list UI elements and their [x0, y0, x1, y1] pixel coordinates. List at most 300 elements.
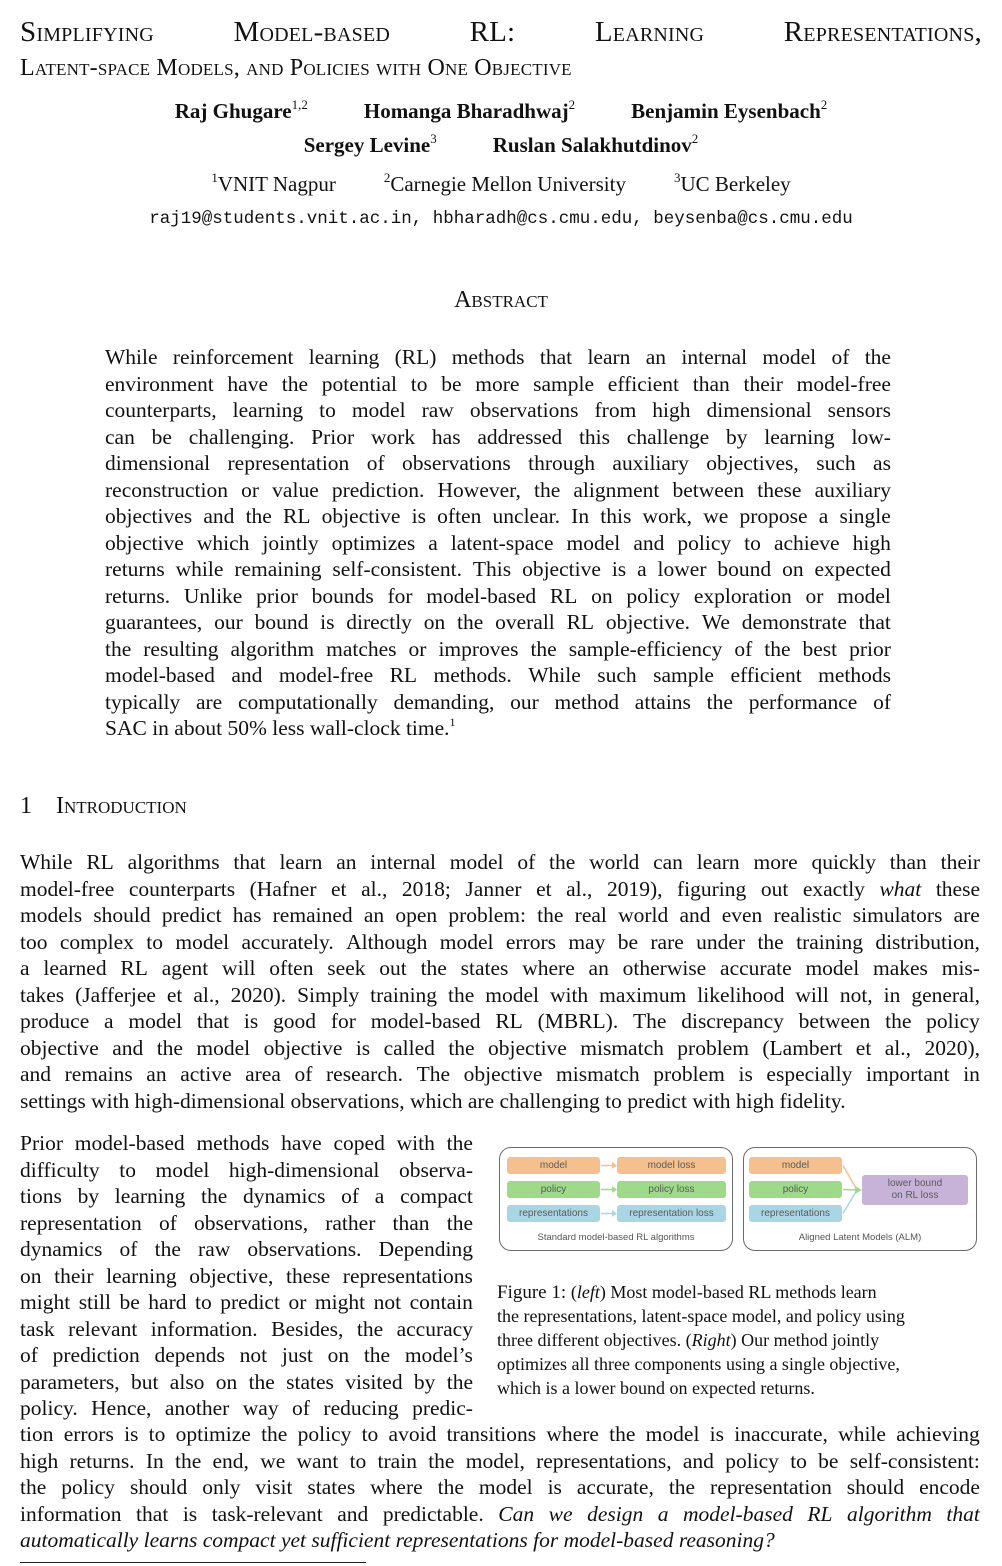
word: than — [889, 850, 927, 874]
word: visit — [255, 1475, 293, 1499]
word: high — [20, 1448, 59, 1473]
word: might — [314, 1290, 366, 1314]
word: while — [175, 557, 224, 581]
caption-label: Figure 1: — [497, 1282, 571, 1303]
word: be — [617, 929, 639, 954]
word: of — [341, 1184, 360, 1208]
word: where — [522, 956, 575, 980]
word: may — [568, 929, 606, 954]
word: sample-efficiency — [568, 636, 723, 661]
word: rare — [650, 929, 684, 954]
word: especially — [766, 1062, 853, 1086]
word: et — [331, 876, 347, 901]
abstract-line — [105, 424, 891, 451]
word: active — [180, 1062, 232, 1086]
word: returns. — [105, 583, 171, 608]
abstract-line — [105, 477, 891, 504]
word: representation — [227, 451, 350, 475]
affiliation-mark: 2 — [691, 131, 699, 146]
word: model-free — [278, 663, 374, 687]
word: addressed — [477, 424, 563, 449]
word: the — [764, 636, 791, 661]
word: prediction. — [331, 477, 425, 502]
word: 2018; — [401, 876, 451, 901]
figure-box-representation-loss: representation loss — [617, 1205, 726, 1222]
word: algorithm — [230, 636, 315, 661]
word: bound — [717, 557, 772, 581]
word: methods — [818, 663, 891, 687]
word: methods — [451, 345, 525, 369]
word: errors — [505, 929, 556, 954]
word: visited — [345, 1369, 403, 1394]
affiliation-mark: 3 — [673, 170, 681, 185]
word: dynamics — [20, 1237, 103, 1261]
word: a — [20, 956, 30, 980]
word: on — [591, 583, 613, 608]
caption-line: optimizes all three components using a single objective, — [497, 1354, 900, 1374]
word: with — [549, 982, 589, 1007]
arrow-head-icon — [855, 1186, 862, 1194]
word: jointly — [262, 530, 319, 555]
word: is — [355, 1035, 371, 1060]
word: that — [858, 610, 891, 634]
word: that — [136, 1501, 169, 1526]
word: should — [846, 1475, 905, 1499]
word: achieving — [896, 1422, 980, 1446]
word: high-dimensional — [228, 1157, 380, 1182]
word: this — [578, 424, 611, 449]
word: unclear. — [492, 504, 560, 528]
word: to — [195, 1290, 212, 1314]
word: depends — [154, 1343, 225, 1367]
word: low- — [851, 424, 891, 449]
word: auxiliary — [814, 477, 891, 502]
word: The — [416, 1062, 451, 1086]
word: likelihood — [697, 982, 785, 1007]
word: learning — [232, 398, 304, 422]
word: to — [790, 1448, 807, 1473]
word: might — [20, 1290, 71, 1314]
caption-line: the representations, latent-space model, and policy using — [497, 1306, 905, 1326]
word: al., — [361, 876, 388, 901]
word: such — [816, 451, 856, 475]
word: demonstrate — [741, 610, 847, 634]
word: Prior — [20, 1131, 63, 1155]
word: to — [148, 1422, 166, 1446]
abstract-line — [105, 397, 891, 424]
word: an — [363, 903, 385, 927]
caption-line: which is a lower bound on expected returns. — [497, 1378, 815, 1398]
word: world — [589, 850, 640, 874]
word: exactly — [802, 876, 865, 901]
word: the — [248, 1369, 275, 1394]
word: these — [285, 1263, 331, 1288]
word: the — [533, 477, 561, 502]
word: and — [20, 1062, 52, 1086]
word: model-based — [74, 1131, 185, 1155]
word: just — [281, 1343, 313, 1367]
word: demanding, — [393, 689, 495, 714]
figure-left-panel — [499, 1147, 733, 1251]
word: guarantees, — [105, 610, 203, 634]
word: way — [242, 1396, 279, 1420]
word: model-based — [370, 1009, 481, 1033]
word: In — [145, 1448, 164, 1473]
word: alignment — [573, 477, 660, 502]
word: While — [20, 850, 73, 874]
word: agent — [161, 956, 209, 980]
word: the — [448, 1035, 475, 1060]
word: counterparts — [128, 876, 236, 901]
emphasis: automatically learns compact yet sufficient representations for model-based reasoning? — [20, 1528, 775, 1552]
word: work, — [642, 504, 693, 528]
abstract-line — [105, 609, 891, 636]
word: inaccurate, — [734, 1422, 828, 1446]
word: contain — [409, 1290, 473, 1314]
intro-line — [20, 1342, 473, 1369]
caption-line: Figure 1: (left) Most model-based RL methods learn — [497, 1282, 877, 1303]
word: is — [611, 557, 627, 581]
word: observations, — [194, 1210, 309, 1235]
lower-bound-line-1: lower bound — [887, 1178, 943, 1189]
caption-line: three different objectives. (Right) Our method jointly — [497, 1330, 880, 1350]
word: objective. — [605, 610, 691, 634]
figure-box-policy: policy — [749, 1181, 842, 1198]
word: al., — [884, 1035, 912, 1060]
word: transitions — [446, 1422, 537, 1446]
word: hard — [148, 1290, 187, 1314]
word: prior — [256, 583, 298, 608]
word: However, — [437, 477, 521, 502]
abstract-line — [105, 636, 891, 663]
word: model-based — [426, 583, 537, 608]
word: the — [864, 345, 891, 369]
word: also — [169, 1369, 205, 1394]
author-name: Sergey Levine$^3$ — [303, 131, 437, 157]
word: area — [245, 1062, 281, 1086]
word: the — [20, 1475, 47, 1499]
word: where — [370, 1475, 423, 1499]
word: algorithms — [127, 850, 220, 874]
word: are — [953, 903, 980, 927]
word: algorithm — [847, 1501, 932, 1526]
word: avoid — [388, 1422, 437, 1446]
word: (RL) — [394, 345, 437, 369]
word: objective — [522, 557, 601, 581]
intro-line — [20, 1448, 980, 1475]
word: learning — [764, 424, 835, 449]
word: observations — [469, 398, 579, 422]
word: the — [668, 1475, 696, 1499]
abstract-line — [105, 371, 891, 398]
word: errors — [63, 1422, 114, 1446]
figure-left-caption: Standard model-based RL algorithms — [537, 1232, 695, 1243]
word: open — [395, 903, 438, 927]
word: of — [831, 345, 850, 369]
word: model — [645, 1422, 700, 1446]
word: method — [554, 689, 620, 714]
word: distribution, — [875, 929, 980, 954]
word: to — [146, 929, 163, 954]
author-name: Homanga Bharadhwaj$^2$ — [363, 97, 576, 123]
word: computationally — [237, 689, 378, 714]
intro-line — [20, 1061, 980, 1088]
word: an — [336, 850, 357, 874]
word: lower — [657, 557, 707, 581]
word: the — [437, 1475, 464, 1499]
word: the — [448, 982, 475, 1007]
figure-box-model: model — [749, 1157, 842, 1174]
word: to — [410, 371, 428, 396]
word: the — [457, 610, 484, 634]
word: matches — [326, 636, 397, 661]
paper-title-line-1 — [20, 18, 982, 47]
word: a — [657, 1501, 669, 1526]
word: their — [743, 371, 783, 396]
word: with — [396, 1131, 435, 1155]
word: these — [757, 477, 802, 502]
abstract-line — [105, 689, 891, 716]
figure-right-caption: Aligned Latent Models (ALM) — [798, 1232, 922, 1243]
word: that — [233, 850, 266, 874]
word: on — [215, 1369, 238, 1394]
word: of — [119, 1237, 138, 1261]
word: should — [93, 903, 151, 927]
word: be — [151, 424, 172, 449]
word: learning — [308, 345, 380, 369]
word: prior — [849, 636, 891, 661]
word: remaining — [234, 557, 322, 581]
section-number: 1 — [20, 793, 32, 819]
word: et — [536, 876, 552, 901]
title-word: Learning — [594, 16, 705, 48]
word: the — [356, 1316, 384, 1341]
author-name: Raj Ghugare$^{1,2}$ — [174, 97, 308, 123]
intro-line — [20, 1501, 980, 1528]
word: Prior — [311, 424, 355, 449]
word: policy — [926, 1009, 980, 1033]
word: and — [112, 1035, 144, 1060]
word: we — [703, 504, 729, 528]
word: high — [852, 530, 891, 555]
word: Simply — [297, 982, 360, 1007]
intro-line — [20, 982, 980, 1009]
word: is — [320, 610, 335, 634]
word: than — [692, 371, 730, 396]
word: representation — [710, 1475, 832, 1499]
word: remained — [272, 903, 353, 927]
word: an — [645, 345, 667, 369]
word: the — [174, 1448, 202, 1473]
word: objective — [20, 1035, 99, 1060]
word: end, — [212, 1448, 249, 1473]
intro-line — [20, 902, 980, 929]
word: Depending — [378, 1237, 473, 1261]
word: and — [337, 1501, 369, 1526]
word: for — [387, 583, 413, 608]
intro-line — [20, 1035, 980, 1062]
intro-line — [20, 1263, 473, 1290]
word: still — [78, 1290, 111, 1314]
word: the — [245, 504, 272, 528]
word: self-consistent: — [849, 1448, 980, 1473]
word: raw — [198, 1237, 231, 1261]
word: the — [530, 636, 557, 661]
intro-line — [20, 929, 980, 956]
word — [879, 876, 921, 903]
word: While — [528, 663, 581, 687]
word: overall — [495, 610, 555, 634]
abstract-line: SAC in about 50% less wall-clock time.$^1$ — [105, 715, 456, 740]
arrow-line — [843, 1190, 857, 1214]
word: counterparts, — [105, 398, 217, 422]
intro-line — [20, 1183, 473, 1210]
author-name: Benjamin Eysenbach$^2$ — [631, 97, 828, 123]
word: model — [485, 982, 539, 1007]
word: is — [547, 1475, 562, 1499]
word: model — [566, 530, 621, 555]
word: while — [838, 1422, 886, 1446]
word: RL — [566, 610, 595, 634]
word: learning — [114, 1184, 186, 1208]
word: objective — [463, 1062, 543, 1086]
word: dynamics — [243, 1184, 326, 1208]
word: value — [272, 477, 319, 502]
word: the — [706, 689, 733, 714]
arrow-line — [843, 1190, 857, 1191]
word: in — [963, 1062, 980, 1086]
word: (Hafner — [249, 876, 317, 901]
paper-title-line-2: Latent-space Models, and Policies with One Objective — [20, 55, 572, 81]
word: and — [231, 663, 263, 687]
word: model — [478, 1475, 533, 1499]
word: our — [214, 610, 243, 634]
word: be — [818, 1448, 839, 1473]
word: model — [128, 1009, 183, 1033]
word: potential — [321, 371, 397, 396]
word: compact — [400, 1184, 473, 1208]
word: out — [379, 956, 407, 980]
intro-line — [20, 955, 980, 982]
word: than — [392, 1210, 430, 1235]
word: the — [420, 956, 447, 980]
word: We — [701, 610, 730, 634]
word: realistic — [773, 903, 842, 927]
word: optimizes — [331, 530, 416, 555]
word: of — [20, 1343, 38, 1367]
word: difficulty — [20, 1157, 100, 1182]
word: propose — [739, 504, 808, 528]
word: policy — [677, 530, 732, 555]
word: research. — [326, 1062, 403, 1086]
word: the — [446, 1131, 473, 1155]
word: a — [374, 1184, 385, 1208]
word: on — [327, 1343, 350, 1367]
word: optimize — [175, 1422, 251, 1446]
word: that — [196, 1009, 230, 1033]
word: task-relevant — [211, 1501, 323, 1526]
word: or — [805, 583, 824, 608]
word: more — [753, 850, 798, 874]
word: Besides, — [271, 1316, 344, 1341]
word: performance — [748, 689, 858, 714]
word: mismatch — [580, 1035, 664, 1060]
word: information — [20, 1501, 122, 1526]
abstract-line — [105, 583, 891, 610]
word: in — [883, 982, 901, 1007]
authors-row-2 — [0, 133, 1002, 158]
word: these — [935, 876, 980, 901]
footnote-mark: 1 — [449, 715, 456, 729]
word: figuring — [677, 876, 747, 901]
word: remains — [64, 1062, 133, 1086]
word: is — [411, 504, 426, 528]
word: where — [546, 1422, 599, 1446]
word: between — [798, 1009, 871, 1033]
intro-line — [20, 1130, 473, 1157]
word: called — [383, 1035, 435, 1060]
word: the — [200, 1184, 228, 1208]
word: are — [195, 689, 223, 714]
word: we — [548, 1501, 573, 1526]
word: seek — [327, 956, 366, 980]
word: and — [203, 504, 235, 528]
word: a — [428, 530, 438, 555]
word: under — [696, 929, 746, 954]
word: too — [20, 929, 48, 954]
word: et — [855, 1035, 872, 1060]
word: is — [124, 1422, 139, 1446]
intro-line — [20, 1157, 473, 1184]
word: model, — [465, 1448, 525, 1473]
affiliation: $^3$UC Berkeley — [673, 170, 791, 196]
word: model — [155, 1157, 210, 1182]
word: an — [588, 956, 609, 980]
word: a — [637, 557, 647, 581]
affiliation-mark: 2 — [820, 97, 828, 112]
word: objective — [105, 530, 184, 555]
word: learn — [696, 850, 740, 874]
word: general, — [911, 982, 980, 1007]
word: accurate, — [576, 1475, 654, 1499]
affiliation-mark: 1 — [211, 170, 218, 185]
word: between — [672, 477, 745, 502]
word: complex — [59, 929, 134, 954]
word: not, — [839, 982, 873, 1007]
word: accurately. — [241, 929, 334, 954]
word: quickly — [811, 850, 876, 874]
word: Although — [346, 929, 428, 954]
word: al., — [566, 876, 593, 901]
word: otherwise — [622, 956, 707, 980]
abstract-line — [105, 503, 891, 530]
word: model — [837, 583, 891, 608]
word: to — [744, 530, 761, 555]
word: bounds — [311, 583, 374, 608]
word: good — [273, 1009, 317, 1033]
word: from — [594, 398, 637, 422]
word: reconstruction — [105, 477, 228, 502]
word: bound — [254, 610, 309, 634]
word: the — [537, 903, 564, 927]
word: states — [286, 1369, 334, 1394]
word: model’s — [404, 1343, 473, 1367]
word: parameters, — [20, 1369, 120, 1394]
word: model-based — [105, 663, 215, 687]
word: mis- — [941, 956, 980, 980]
word: training — [370, 982, 438, 1007]
word: achieve — [773, 530, 840, 555]
